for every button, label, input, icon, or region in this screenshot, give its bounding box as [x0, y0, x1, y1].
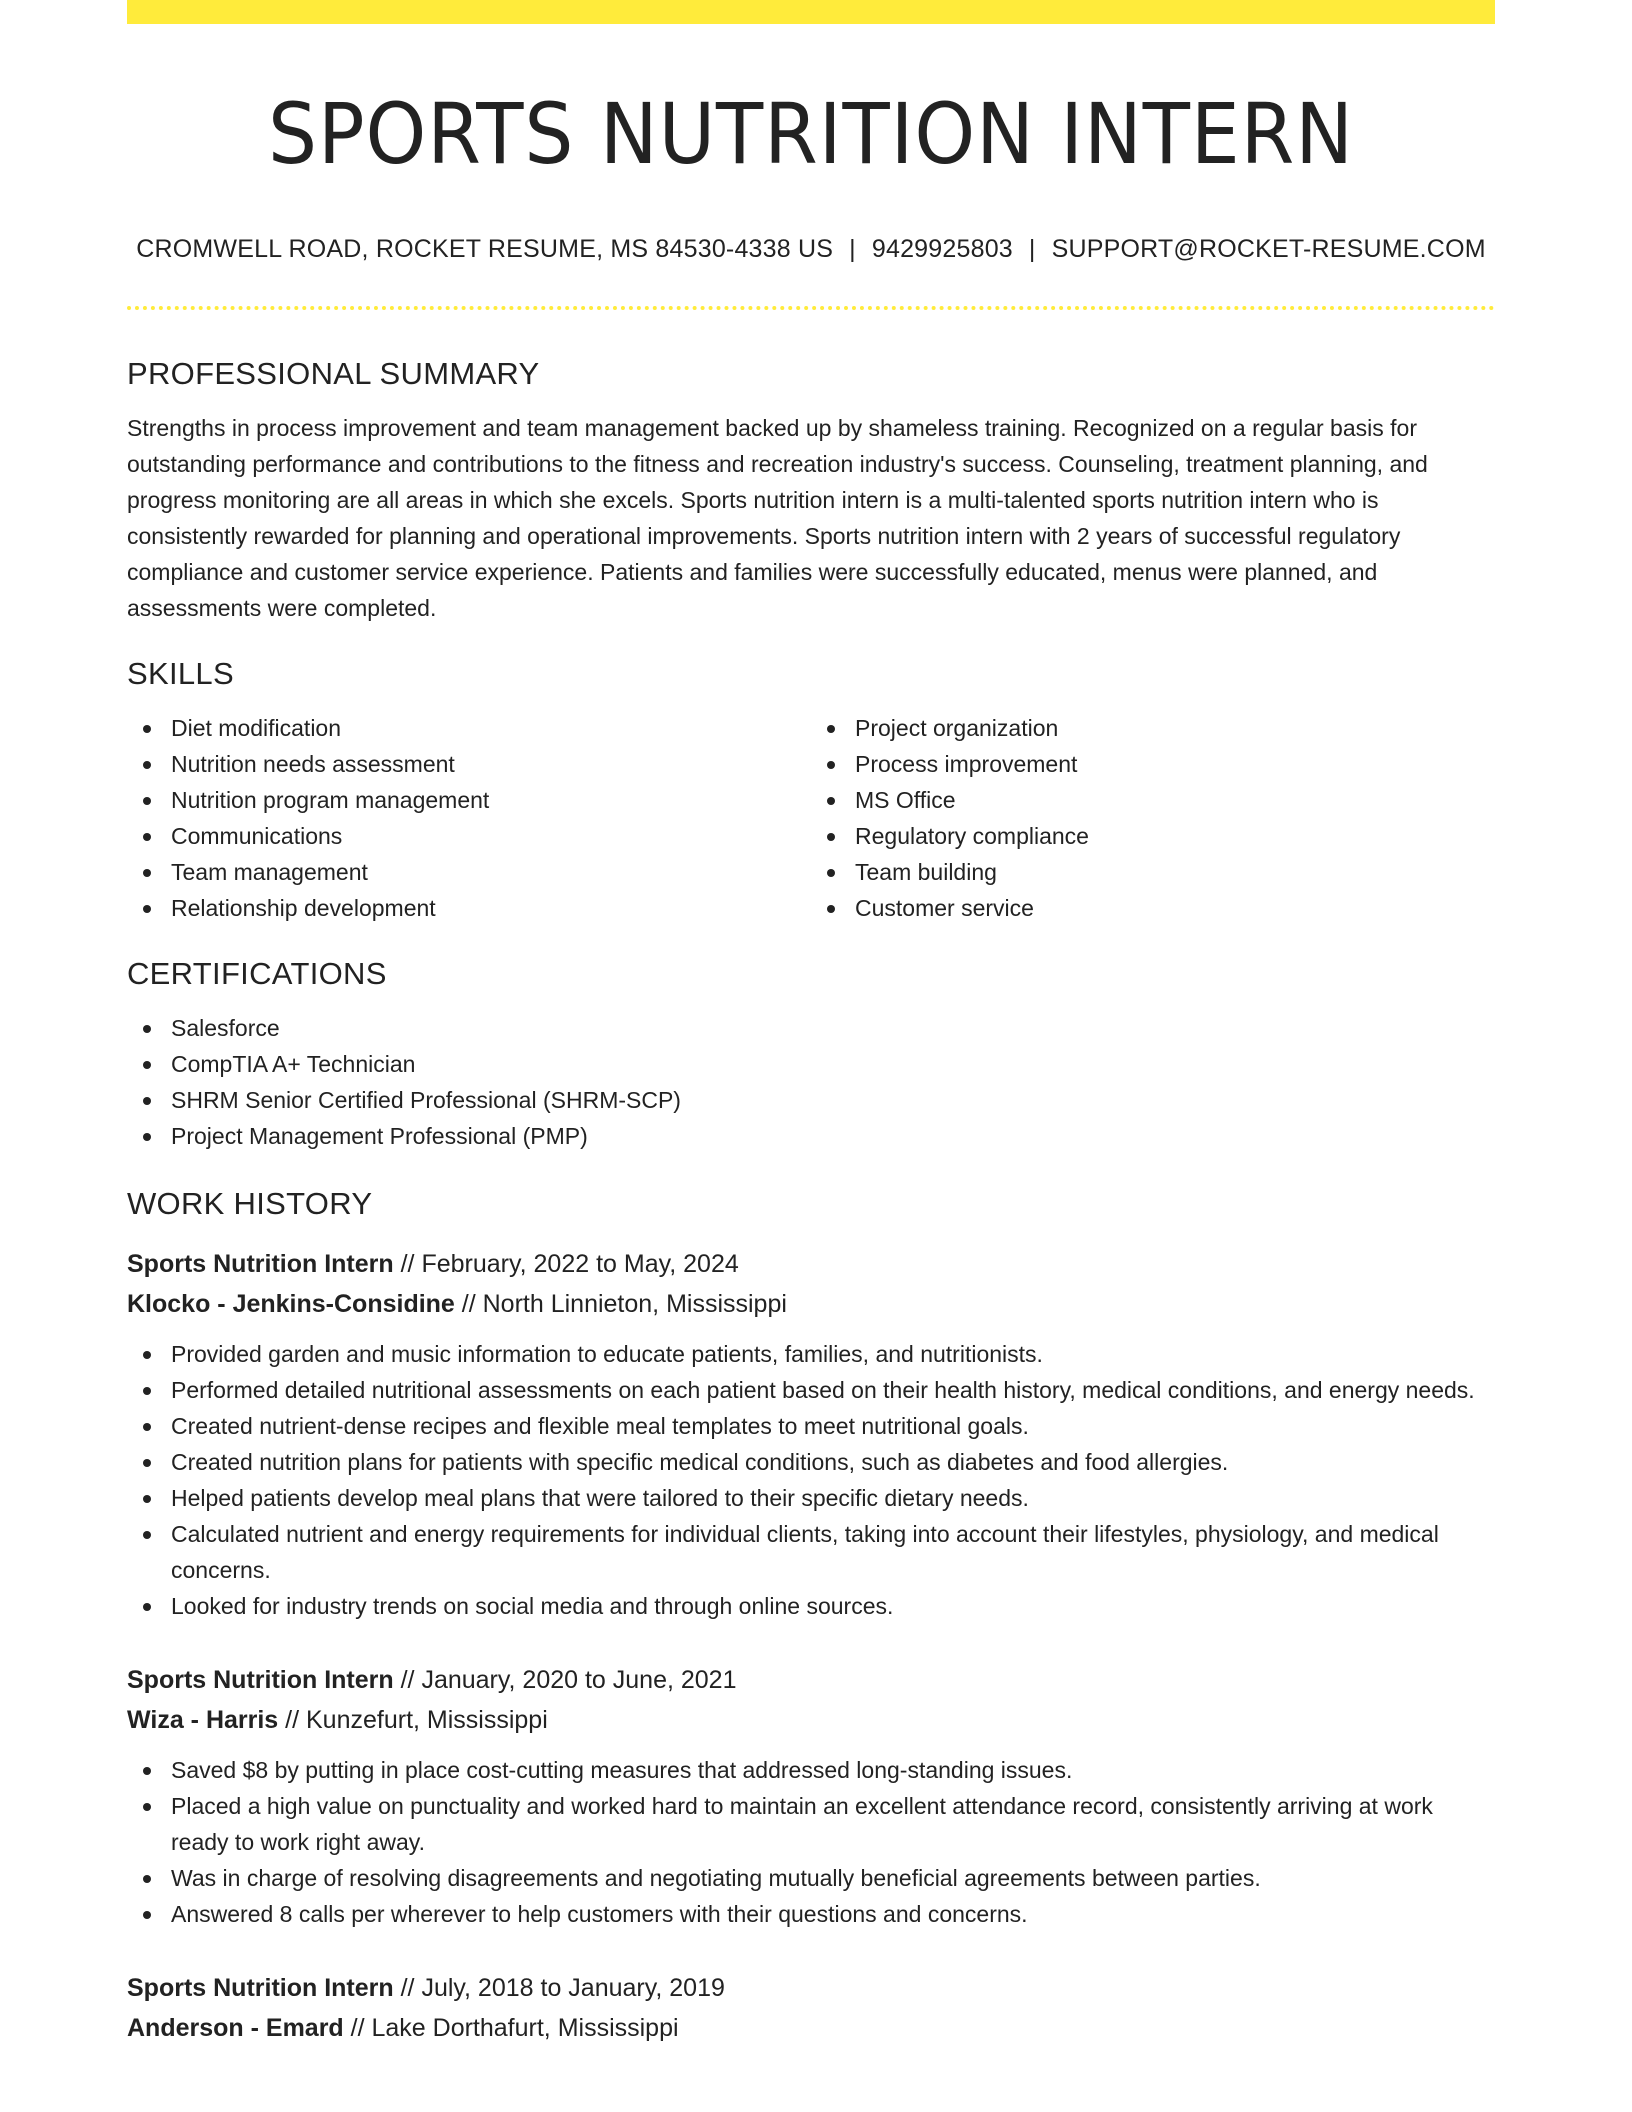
contact-separator: |: [1028, 235, 1036, 263]
skill-item: Regulatory compliance: [811, 818, 1495, 854]
summary-text: Strengths in process improvement and team management backed up by shameless training. Recognized on a regular basis for outstanding performance and contributions to the fitness and recreation industry's success. Counseling, treatment planning, and progress monitoring are all areas in which she excels. Sports nutrition intern is a multi-talented sports nutrition intern who is consistently rewarded for planning and operational improvements. Sports nutrition intern with 2 years of successful regulatory compliance and customer service experience. Patients and families were successfully educated, menus were planned, and assessments were completed.: [127, 415, 1428, 621]
job-entry: [127, 1660, 1495, 1932]
skill-item: Communications: [127, 818, 811, 854]
resume-page: [127, 0, 1495, 2048]
contact-line: [127, 232, 1495, 266]
contact-address: CROMWELL ROAD, ROCKET RESUME, MS 84530-4338 US: [136, 235, 834, 263]
job-dates: // July, 2018 to January, 2019: [393, 1974, 725, 2002]
skills-list-left: [127, 710, 811, 926]
summary-heading: PROFESSIONAL SUMMARY: [127, 356, 540, 391]
skill-item: MS Office: [811, 782, 1495, 818]
certifications-heading: CERTIFICATIONS: [127, 956, 387, 991]
skills-heading: SKILLS: [127, 656, 234, 691]
job-bullets: [127, 1752, 1495, 1932]
job-bullet: Placed a high value on punctuality and worked hard to maintain an excellent attendance record, consistently arriving at work ready to work right away.: [127, 1788, 1495, 1860]
job-company-line: [127, 2008, 1495, 2048]
contact-email[interactable]: SUPPORT@ROCKET-RESUME.COM: [1051, 235, 1486, 263]
dotted-divider: [127, 306, 1495, 310]
job-title: Sports Nutrition Intern: [127, 1974, 394, 2002]
skills-columns: [127, 710, 1495, 926]
job-bullet: Created nutrient-dense recipes and flexible meal templates to meet nutritional goals.: [127, 1408, 1495, 1444]
certification-item: CompTIA A+ Technician: [127, 1046, 1495, 1082]
work-history-list: [127, 1244, 1495, 2048]
contact-separator: |: [849, 235, 856, 263]
skill-item: Process improvement: [811, 746, 1495, 782]
job-bullet: Saved $8 by putting in place cost-cutting measures that addressed long-standing issues.: [127, 1752, 1495, 1788]
contact-phone: 9429925803: [871, 235, 1013, 263]
job-dates: // February, 2022 to May, 2024: [393, 1250, 739, 1278]
job-title-line: [127, 1244, 1495, 1284]
certification-item: SHRM Senior Certified Professional (SHRM-SCP): [127, 1082, 1495, 1118]
job-location: // Lake Dorthafurt, Mississippi: [343, 2014, 679, 2042]
job-bullet: Provided garden and music information to educate patients, families, and nutritionists.: [127, 1336, 1495, 1372]
skill-item: Diet modification: [127, 710, 811, 746]
job-location: // Kunzefurt, Mississippi: [278, 1706, 548, 1734]
skill-item: Team building: [811, 854, 1495, 890]
job-bullet: Performed detailed nutritional assessments on each patient based on their health history, medical conditions, and energy needs.: [127, 1372, 1495, 1408]
job-bullet: Helped patients develop meal plans that were tailored to their specific dietary needs.: [127, 1480, 1495, 1516]
job-company-line: [127, 1700, 1495, 1740]
work-history-heading: WORK HISTORY: [127, 1186, 373, 1221]
certification-item: Salesforce: [127, 1010, 1495, 1046]
job-bullet: Was in charge of resolving disagreements and negotiating mutually beneficial agreements between parties.: [127, 1860, 1495, 1896]
skill-item: Team management: [127, 854, 811, 890]
job-bullet: Answered 8 calls per wherever to help customers with their questions and concerns.: [127, 1896, 1495, 1932]
job-bullets: [127, 1336, 1495, 1624]
job-company-line: [127, 1284, 1495, 1324]
job-company: Wiza - Harris: [127, 1706, 279, 1734]
job-entry: [127, 1968, 1495, 2048]
resume-title: SPORTS NUTRITION INTERN: [268, 85, 1354, 183]
job-title-line: [127, 1660, 1495, 1700]
job-dates: // January, 2020 to June, 2021: [393, 1666, 737, 1694]
job-bullet: Calculated nutrient and energy requirements for individual clients, taking into account their lifestyles, physiology, and medical concerns.: [127, 1516, 1495, 1588]
accent-bar: [127, 0, 1495, 24]
skill-item: Nutrition program management: [127, 782, 811, 818]
job-bullet: Looked for industry trends on social media and through online sources.: [127, 1588, 1495, 1624]
skill-item: Nutrition needs assessment: [127, 746, 811, 782]
job-company: Klocko - Jenkins-Considine: [127, 1290, 455, 1318]
job-entry: [127, 1244, 1495, 1624]
job-title: Sports Nutrition Intern: [127, 1666, 394, 1694]
skill-item: Project organization: [811, 710, 1495, 746]
certifications-list: [127, 1010, 1495, 1154]
job-title: Sports Nutrition Intern: [127, 1250, 394, 1278]
skill-item: Customer service: [811, 890, 1495, 926]
job-location: // North Linnieton, Mississippi: [454, 1290, 787, 1318]
skills-list-right: [811, 710, 1495, 926]
job-title-line: [127, 1968, 1495, 2008]
job-bullet: Created nutrition plans for patients with specific medical conditions, such as diabetes and food allergies.: [127, 1444, 1495, 1480]
certification-item: Project Management Professional (PMP): [127, 1118, 1495, 1154]
skill-item: Relationship development: [127, 890, 811, 926]
job-company: Anderson - Emard: [127, 2014, 344, 2042]
